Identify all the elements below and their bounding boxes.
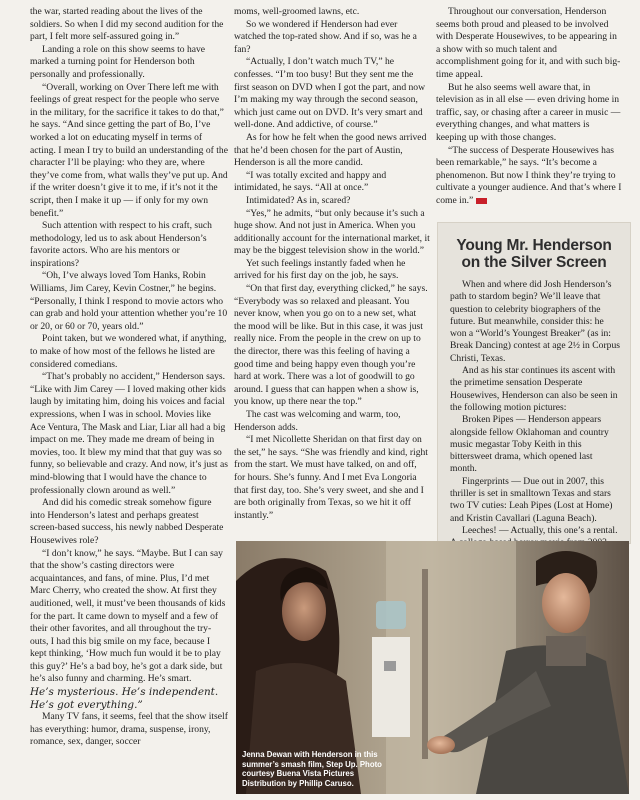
end-of-article-icon xyxy=(476,198,487,204)
article-paragraph: “On that first day, everything clicked,” he says. “Everybody was so relaxed and pleasant. You never know, when you go on to a new set, what the mood will be like. But in this case, it was just really nice. From the people in the crew on up to the director, there was this feeling of having a good time and being happy even though you’re hard at work. There was a lot of goodwill to go around. I guess that can happen when a show is, you know, up there near the top.” xyxy=(234,283,428,408)
article-paragraph: moms, well-groomed lawns, etc. xyxy=(234,6,360,17)
article-paragraph: Throughout our conversation, Henderson seems both proud and pleased to be involved with Desperate Housewives, to be appearing in a show with so much talent and accomplishment going for it, and with such big-time appeal. xyxy=(436,6,621,80)
article-column-1 xyxy=(30,6,228,796)
article-paragraph: Such attention with respect to his craft, such methodology, led us to ask about Henderson’s favorite actors. Who are his mentors or inspirations? xyxy=(30,220,212,269)
article-column-3 xyxy=(436,6,622,216)
sidebar-body xyxy=(450,279,620,574)
article-paragraph: “Actually, I don’t watch much TV,” he confesses. “I’m too busy! But they sent me the first season on DVD when I got the part, and now I’m making my way through the second season, which just came out on DVD. It’s very smart and well-done. And addictive, of course.” xyxy=(234,56,426,131)
article-paragraph: “Overall, working on Over There left me with feelings of great respect for the people who serve in the military, for the sacrifice it takes to do that,” he says. “And since getting the part of Bo, I’ve worked a lot on educating myself in terms of acting. I mean I try to build an understanding of the character I’ll be playing: who they are, where they’ve come from, what walls they’ve put up. And if the writer doesn’t give it to me, if it’s not it the script, then I make it up — if only for my own benefit.” xyxy=(30,81,228,219)
sidebar-title: Young Mr. Henderson on the Silver Screen xyxy=(456,237,612,271)
article-paragraph: But he also seems well aware that, in television as in all else — even driving home in traffic, say, or chasing after a career in music — everything changes, and what matters is keeping up with those changes. xyxy=(436,81,621,143)
sidebar-paragraph: Broken Pipes — Henderson appears alongside fellow Oklahoman and country music megastar Toby Keith in this bittersweet drama, which opened last month. xyxy=(450,414,609,475)
article-paragraph: the war, started reading about the lives of the soldiers. So when I did my second audition for the part, I felt more self-assured going in.” xyxy=(30,6,224,43)
article-paragraph: “I don’t know,” he says. “Maybe. But I can say that the show’s casting directors were acquaintances, and fans, of mine. Plus, I’d met Marc Cherry, who created the show. At first they auditioned, well, it must’ve been thousands of kids for the part. It came down to myself and a few of their other favorites, and all throughout the try-outs, I had this big smile on my face, because I kept thinking, ‘How much fun would it be to play this guy?’ He’s a bad boy, he’s got a dark side, but he’s also funny and charming. He’s smart. xyxy=(30,547,226,685)
article-paragraph: The cast was welcoming and warm, too, Henderson adds. xyxy=(234,409,401,433)
article-paragraph: “Yes,” he admits, “but only because it’s such a huge show. And not just in America. When you additionally account for the international market, it may be the biggest television show in the world.” xyxy=(234,207,430,257)
article-paragraph: “I was totally excited and happy and intimidated, he says. “All at once.” xyxy=(234,169,387,194)
article-paragraph: He’s mysterious. He’s independent. He’s got everything.” xyxy=(30,686,219,711)
article-paragraph: Point taken, but we wondered what, if anything, to make of how most of the fellows he listed are considered comedians. xyxy=(30,333,227,370)
article-paragraph: As for how he felt when the good news arrived that he’d been chosen for the part of Austin, Henderson is all the more candid. xyxy=(234,131,427,169)
article-paragraph: So we wondered if Henderson had ever watched the top-rated show. And if so, was he a fan? xyxy=(234,18,417,55)
article-paragraph: “Oh, I’ve always loved Tom Hanks, Robin Williams, Jim Carey, Kevin Costner,” he begins. “Personally, I think I respond to movie actors who can grab and hold your attention whether you’re 10 or 20, or 60 or 70, years old.” xyxy=(30,270,228,332)
article-paragraph: “I met Nicollette Sheridan on that first day on the set,” he says. “She was friendly and kind, right from the start. We must have talked, on and off, for hours. She’s funny. And I met Eva Longoria that first day, too. She’s very sweet, and she and I are both originally from Texas, so we hit it off instantly.” xyxy=(234,434,428,521)
sidebar-paragraph: When and where did Josh Henderson’s path to stardom begin? We’ll leave that question to celebrity biographers of the future. But meanwhile, consider this: he won a “World’s Youngest Breaker” (as in: Break Dancing) contest at age 2½ in Corpus Christi, Texas. xyxy=(450,279,620,364)
article-paragraph: Yet such feelings instantly faded when he arrived for his first day on the job, he says. xyxy=(234,257,406,282)
sidebar-paragraph: Leeches! — Actually, this one’s a rental. xyxy=(462,524,618,536)
sidebar-box xyxy=(437,222,631,544)
article-paragraph: Landing a role on this show seems to have marked a turning point for Henderson both personally and professionally. xyxy=(30,43,206,80)
article-paragraph: And did his comedic streak somehow figure into Henderson’s latest and perhaps greatest screen-based success, his newly nabbed Desperate Housewives role? xyxy=(30,497,224,546)
article-paragraph: “That’s probably no accident,” Henderson says. “Like with Jim Carey — I loved making other kids laugh by imitating him, doing his voices and facial expressions, when I was in school. Movies like Ace Ventura, The Mask and Liar, Liar all had a big impact on me. They made me dream of being in movies, too. It blew my mind that that guy was so funny, so believable and crazy. And now, it’s just as mind-blowing that I would have the chance to professionally clown around as well.” xyxy=(30,371,228,496)
article-paragraph: Intimidated? As in, scared? xyxy=(246,194,351,206)
photo-caption: Jenna Dewan with Henderson in this summer’s smash film, Step Up. Photo courtesy Buena Vista Pictures Distribution by Phillip Caruso. xyxy=(242,750,382,788)
article-paragraph: Many TV fans, it seems, feel that the show itself has everything: humor, drama, suspense, irony, romance, sex, danger, soccer xyxy=(30,711,228,748)
sidebar-paragraph: And as his star continues its ascent with the primetime sensation Desperate Housewives, Henderson can also be seen in the following motion pictures: xyxy=(450,365,618,413)
article-column-2 xyxy=(234,6,430,536)
article-paragraph: “The success of Desperate Housewives has been remarkable,” he says. “It’s become a phenomenon. But now I think they’re trying to cultivate a younger audience. And that’s where I come in.” xyxy=(436,144,622,206)
sidebar-paragraph: Fingerprints — Due out in 2007, this thriller is set in smalltown Texas and stars two TV cuties: Leah Pipes (Lost at Home) and Kristin Cavallari (Laguna Beach). xyxy=(450,475,613,524)
article-photo xyxy=(236,541,629,794)
